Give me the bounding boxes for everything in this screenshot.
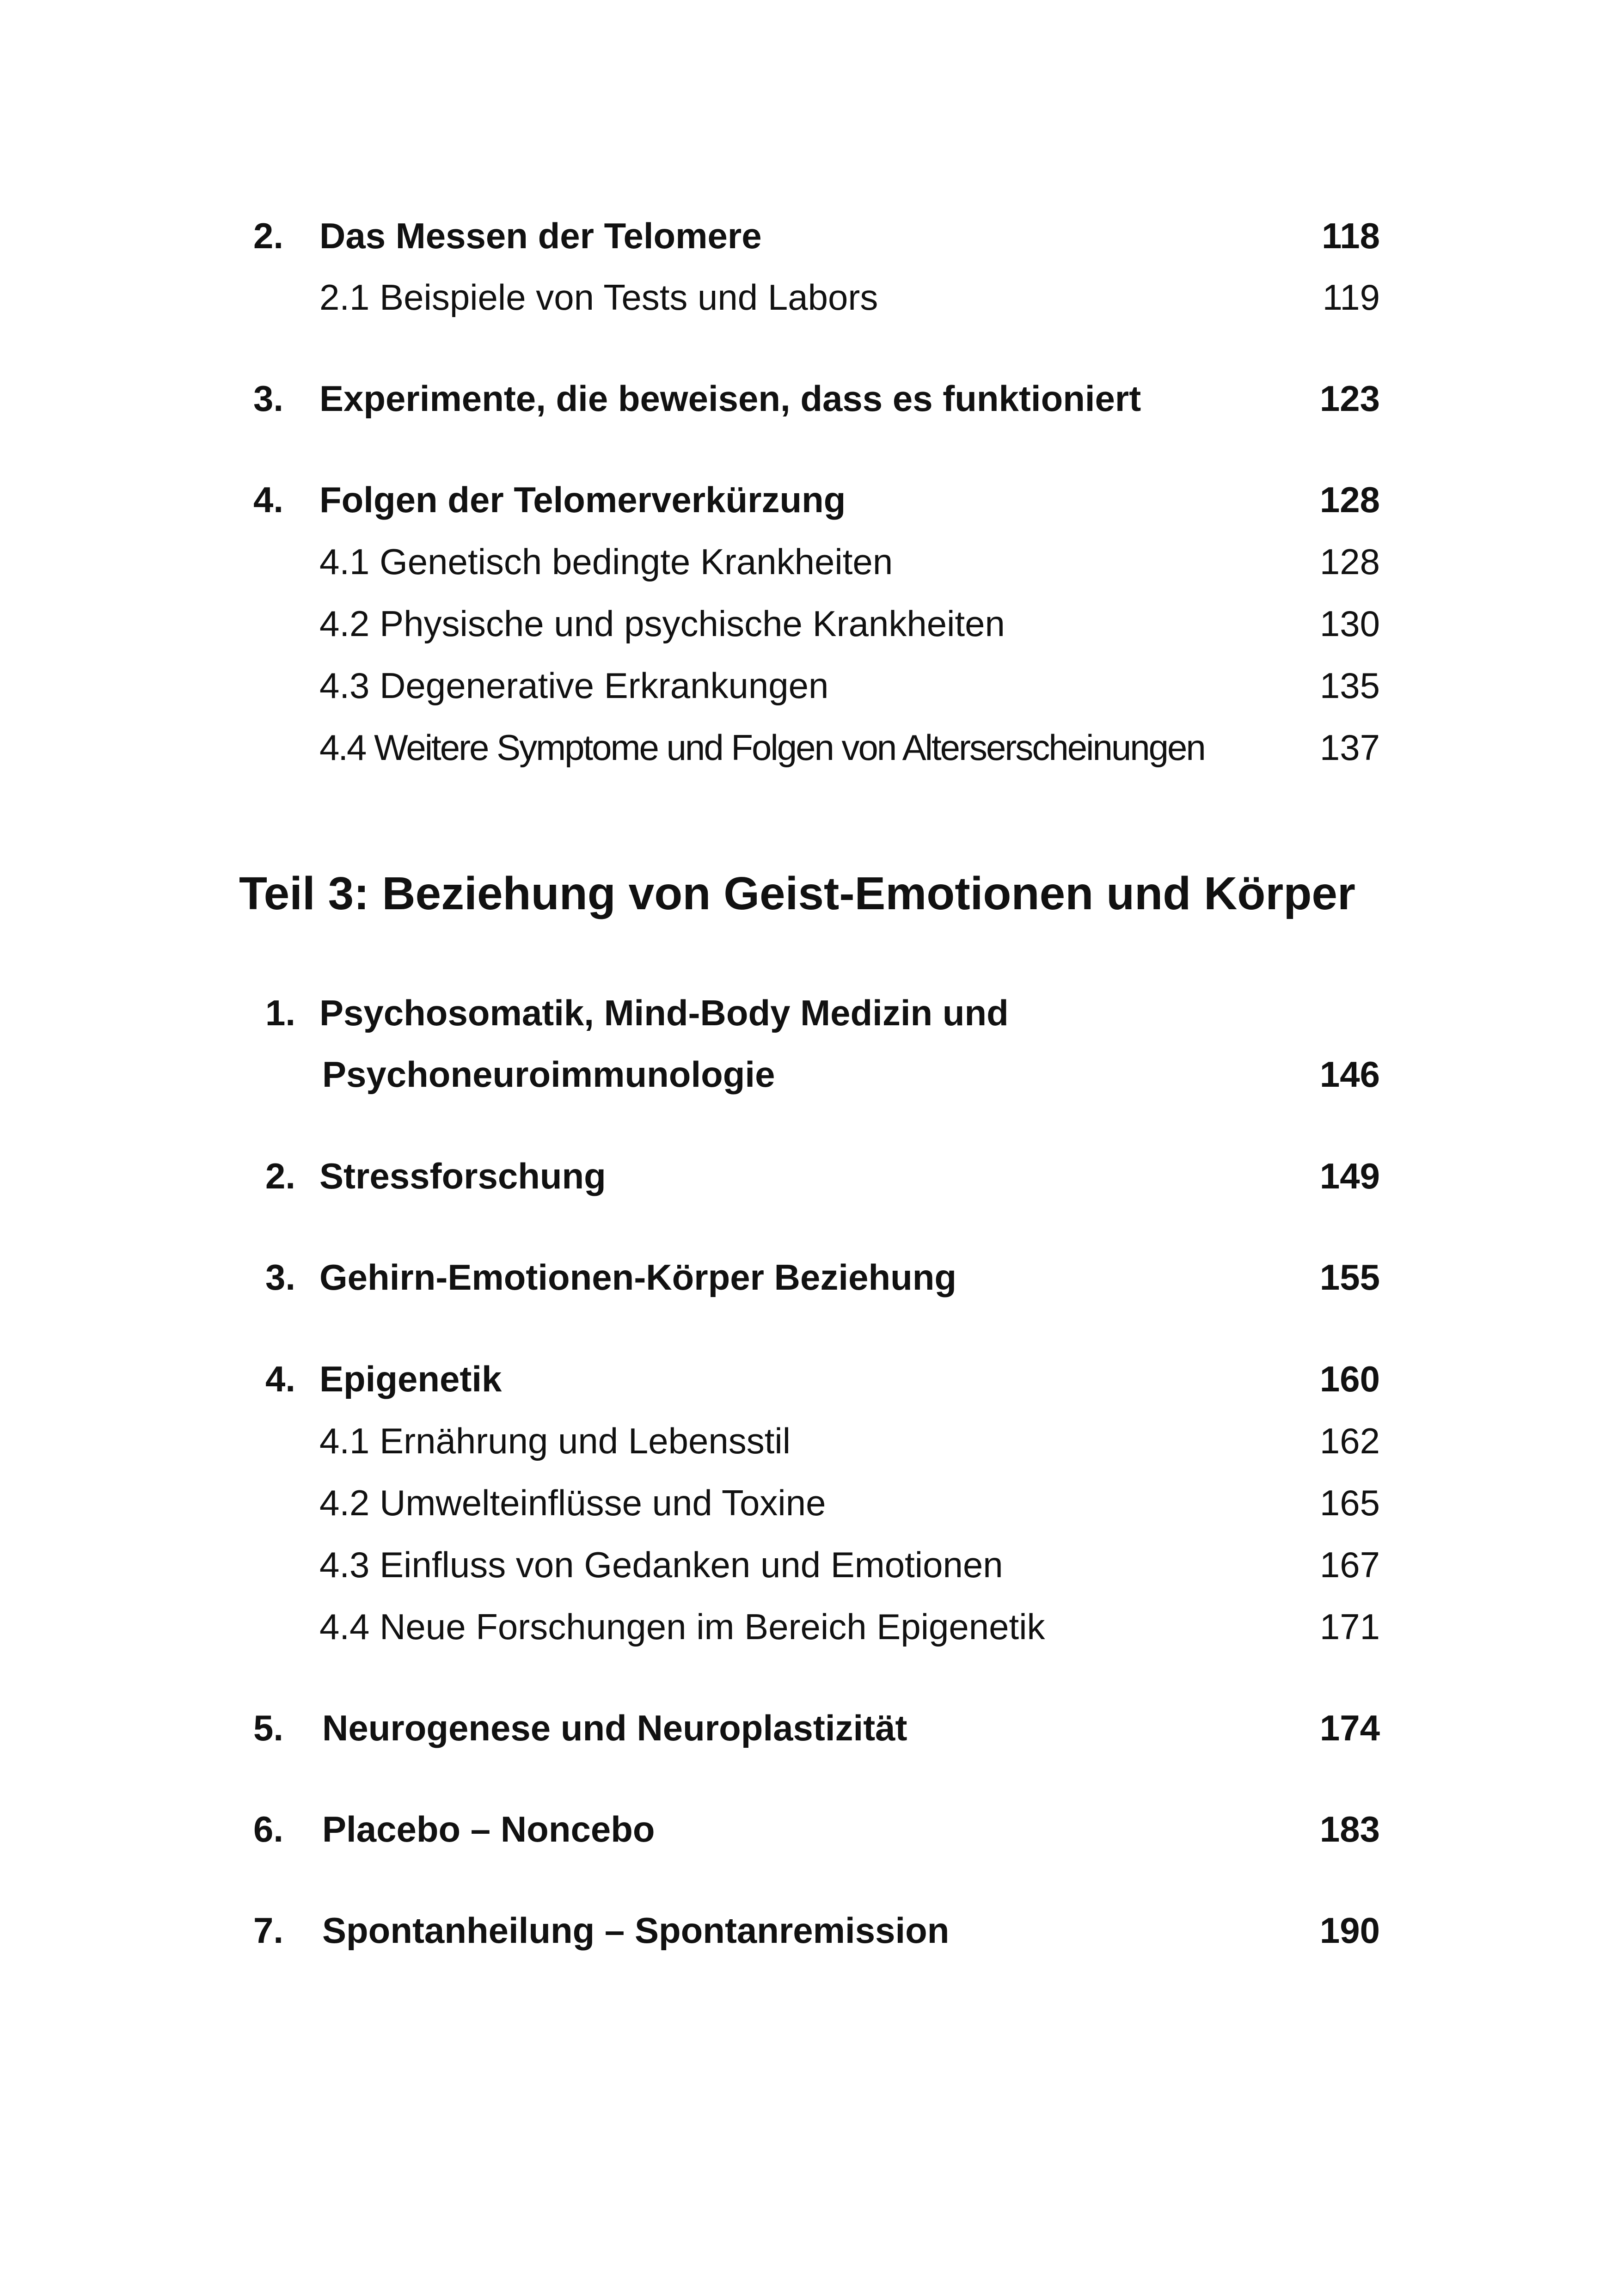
toc-entry [0,983,1618,1043]
toc-entry-continuation [0,1044,1618,1104]
toc-entry-title: 4.2 Physische und psychische Krankheiten [319,603,1005,644]
toc-entry-title: Neurogenese und Neuroplastizität [322,1708,907,1748]
toc-entry-number: 5. [253,1708,284,1748]
toc-entry-page: 130 [1319,603,1380,644]
toc-entry-page: 128 [1319,541,1380,582]
toc-entry [0,470,1618,530]
toc-entry-title: Epigenetik [319,1359,502,1399]
toc-entry-number: 2. [253,215,284,256]
toc-entry [0,1247,1618,1307]
toc-subentry [0,1597,1618,1657]
toc-entry-title: Stressforschung [319,1156,606,1196]
toc-entry [0,1799,1618,1859]
toc-subentry [0,655,1618,716]
toc-entry [0,368,1618,429]
toc-entry-title: 4.3 Degenerative Erkrankungen [319,665,829,706]
toc-subentry [0,267,1618,327]
toc-entry-title: 2.1 Beispiele von Tests und Labors [319,277,878,318]
toc-entry-title: Gehirn-Emotionen-Körper Beziehung [319,1257,957,1298]
toc-entry-page: 137 [1319,727,1380,768]
toc-entry-page: 183 [1319,1809,1380,1849]
toc-entry [0,1349,1618,1409]
toc-entry [0,1698,1618,1758]
toc-entry [0,1146,1618,1206]
toc-entry-page: 146 [1319,1054,1380,1095]
toc-entry [0,1900,1618,1960]
toc-entry-page: 128 [1319,479,1380,520]
toc-entry-page: 167 [1319,1544,1380,1585]
toc-entry-page: 119 [1322,277,1380,318]
toc-entry-title: Experimente, die beweisen, dass es funktioniert [319,378,1141,419]
toc-entry-page: 165 [1319,1482,1380,1523]
toc-entry-page: 162 [1319,1420,1380,1461]
toc-entry-title: 4.1 Genetisch bedingte Krankheiten [319,541,893,582]
toc-entry-page: 160 [1319,1359,1380,1399]
toc-entry-number: 4. [265,1359,296,1399]
toc-entry-page: 123 [1319,378,1380,419]
toc-entry-number: 2. [265,1156,296,1196]
toc-subentry [0,594,1618,654]
toc-entry-page: 174 [1319,1708,1380,1748]
toc-entry-title: Spontanheilung – Spontanremission [322,1910,950,1951]
toc-entry-number: 7. [253,1910,284,1951]
toc-entry-number: 4. [253,479,284,520]
toc-subentry [0,532,1618,592]
toc-entry-title: Psychosomatik, Mind-Body Medizin und [319,992,1009,1033]
toc-entry-title: 4.4 Neue Forschungen im Bereich Epigenetik [319,1606,1045,1647]
toc-entry-title: 4.3 Einfluss von Gedanken und Emotionen [319,1544,1003,1585]
toc-entry-title: 4.1 Ernährung und Lebensstil [319,1420,791,1461]
part-heading: Teil 3: Beziehung von Geist-Emotionen und Körper [239,868,1355,919]
toc-subentry [0,1473,1618,1533]
toc-entry-title: Das Messen der Telomere [319,215,762,256]
toc-entry-number: 3. [265,1257,296,1298]
toc-entry-title: Folgen der Telomerverkürzung [319,479,846,520]
toc-subentry [0,1411,1618,1471]
toc-entry-title: 4.2 Umwelteinflüsse und Toxine [319,1482,826,1523]
toc-entry-title: Psychoneuroimmunologie [322,1054,775,1095]
toc-entry-page: 171 [1319,1606,1380,1647]
toc-entry-title: 4.4 Weitere Symptome und Folgen von Alterserscheinungen [319,727,1205,768]
toc-entry-page: 118 [1322,215,1380,256]
toc-entry-page: 190 [1319,1910,1380,1951]
toc-entry-page: 149 [1319,1156,1380,1196]
toc-entry-number: 1. [265,992,296,1033]
toc-entry [0,206,1618,266]
toc-entry-number: 3. [253,378,284,419]
toc-entry-page: 135 [1319,665,1380,706]
toc-entry-number: 6. [253,1809,284,1849]
toc-entry-page: 155 [1319,1257,1380,1298]
toc-entry-title: Placebo – Noncebo [322,1809,655,1849]
toc-subentry [0,1535,1618,1595]
toc-subentry [0,717,1618,778]
